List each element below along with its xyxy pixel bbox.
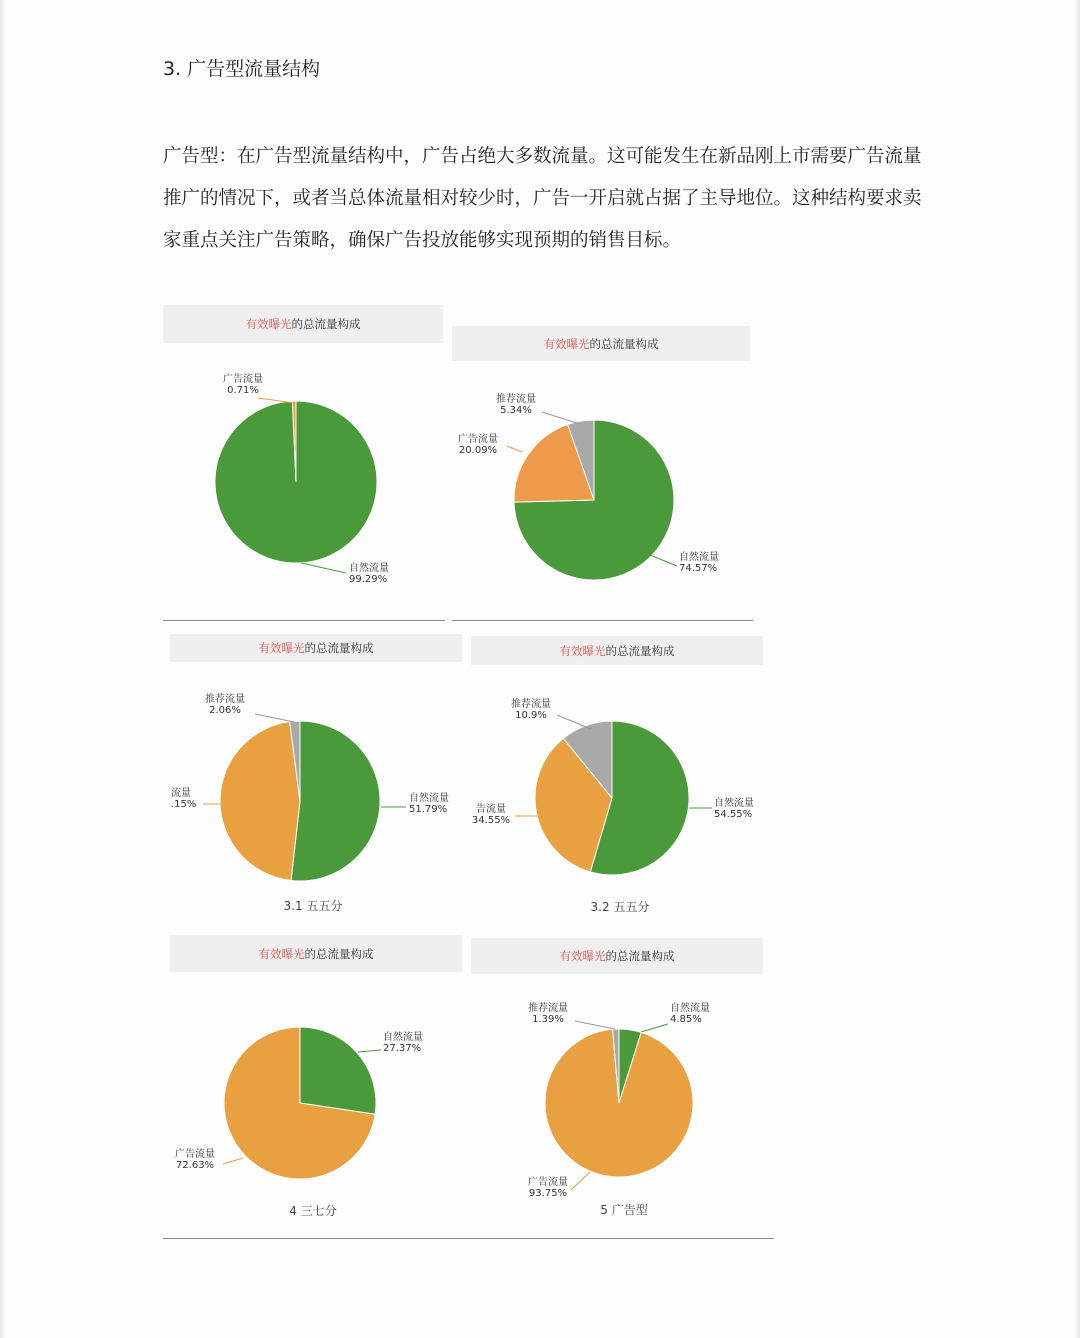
label-leader-line — [641, 1024, 668, 1032]
slice-label: 自然流量 — [679, 552, 719, 563]
pie-slice — [220, 722, 300, 881]
pie-chart-1 — [163, 360, 463, 610]
caption-5: 4 三七分 — [289, 1204, 337, 1218]
panel-title-highlight: 有效曝光 — [559, 643, 606, 658]
panel-title-rest: 的总流量构成 — [589, 336, 659, 351]
panel-title-highlight: 有效曝光 — [245, 317, 292, 331]
slice-percent-label: .15% — [171, 799, 197, 810]
slice-percent-label: 93.75% — [528, 1188, 568, 1199]
slice-label: 自然流量 — [714, 798, 754, 809]
slice-label: 流量 — [171, 788, 191, 799]
caption-3: 3.1 五五分 — [283, 899, 343, 913]
panel-title-6 — [471, 938, 763, 974]
section-heading: 3. 广告型流量结构 — [163, 58, 321, 80]
slice-percent-label: 72.63% — [175, 1160, 215, 1171]
divider-row1-right — [452, 620, 753, 621]
label-leader-line — [358, 1050, 381, 1052]
slice-label: 广告流量 — [175, 1149, 215, 1160]
panel-title-highlight: 有效曝光 — [559, 949, 606, 963]
panel-title-highlight: 有效曝光 — [543, 336, 590, 351]
panel-title-rest: 的总流量构成 — [291, 317, 361, 331]
panel-title-2 — [452, 326, 750, 361]
panel-title-rest: 的总流量构成 — [304, 641, 374, 655]
label-leader-line — [542, 412, 580, 424]
label-leader-line — [258, 398, 295, 403]
label-leader-line — [301, 563, 346, 573]
panel-title-1 — [163, 305, 443, 343]
pie-chart-3 — [163, 680, 463, 895]
slice-label: 广告流量 — [458, 434, 498, 445]
panel-title-rest: 的总流量构成 — [605, 949, 675, 963]
label-leader-line — [557, 715, 591, 729]
label-leader-line — [255, 714, 294, 722]
slice-percent-label: 27.37% — [383, 1043, 422, 1054]
right-edge-shadow — [1074, 0, 1080, 1338]
pie-chart-4 — [465, 685, 765, 895]
pie-chart-6 — [465, 990, 765, 1200]
left-edge-shadow — [0, 0, 6, 1338]
panel-title-rest: 的总流量构成 — [304, 946, 374, 961]
slice-percent-label: 74.57% — [679, 563, 718, 574]
slice-percent-label: 34.55% — [471, 815, 511, 826]
slice-label: 告流量 — [476, 804, 506, 815]
section-paragraph: 广告型：在广告型流量结构中，广告占绝大多数流量。这可能发生在新品刚上市需要广告流量推广的情况下，或者当总体流量相对较少时，广告一开启就占据了主导地位。这种结构要求卖家重点关注广告策略，确保广告投放能够实现预期的销售目标。 — [163, 146, 922, 251]
divider-bottom — [163, 1238, 774, 1239]
panel-title-highlight: 有效曝光 — [258, 946, 305, 961]
panel-title-5 — [170, 935, 462, 972]
label-leader-line — [650, 555, 677, 566]
pie-slice — [300, 1027, 376, 1114]
slice-percent-label: 20.09% — [458, 445, 498, 456]
slice-percent-label: 99.29% — [349, 574, 388, 585]
slice-percent-label: 1.39% — [532, 1014, 564, 1025]
slice-label: 自然流量 — [349, 563, 389, 574]
slice-label: 推荐流量 — [496, 394, 536, 405]
slice-label: 推荐流量 — [205, 694, 245, 705]
label-leader-line — [575, 1021, 615, 1029]
pie-chart-2 — [452, 380, 752, 610]
caption-4: 3.2 五五分 — [590, 900, 650, 914]
panel-title-3 — [170, 634, 462, 662]
pie-slice — [291, 721, 380, 881]
panel-title-highlight: 有效曝光 — [258, 641, 305, 655]
slice-percent-label: 2.06% — [209, 705, 241, 716]
slice-percent-label: 51.79% — [409, 804, 448, 815]
slice-label: 推荐流量 — [528, 1003, 568, 1014]
slice-percent-label: 10.9% — [515, 710, 547, 721]
slice-label: 自然流量 — [383, 1032, 423, 1043]
caption-6: 5 广告型 — [600, 1203, 648, 1217]
panel-title-4 — [471, 636, 763, 665]
slice-percent-label: 5.34% — [500, 405, 532, 416]
label-leader-line — [571, 1172, 590, 1190]
divider-row1-left — [163, 620, 445, 621]
slice-label: 广告流量 — [528, 1177, 568, 1188]
pie-chart-5 — [163, 1000, 463, 1200]
slice-label: 自然流量 — [409, 793, 449, 804]
panel-title-rest: 的总流量构成 — [605, 643, 675, 658]
slice-percent-label: 4.85% — [670, 1014, 702, 1025]
label-leader-line — [507, 446, 522, 452]
slice-label: 自然流量 — [670, 1003, 710, 1014]
slice-label: 推荐流量 — [511, 699, 551, 710]
slice-label: 广告流量 — [223, 374, 263, 385]
label-leader-line — [223, 1158, 243, 1164]
slice-percent-label: 0.71% — [227, 385, 259, 396]
slice-percent-label: 54.55% — [714, 809, 753, 820]
